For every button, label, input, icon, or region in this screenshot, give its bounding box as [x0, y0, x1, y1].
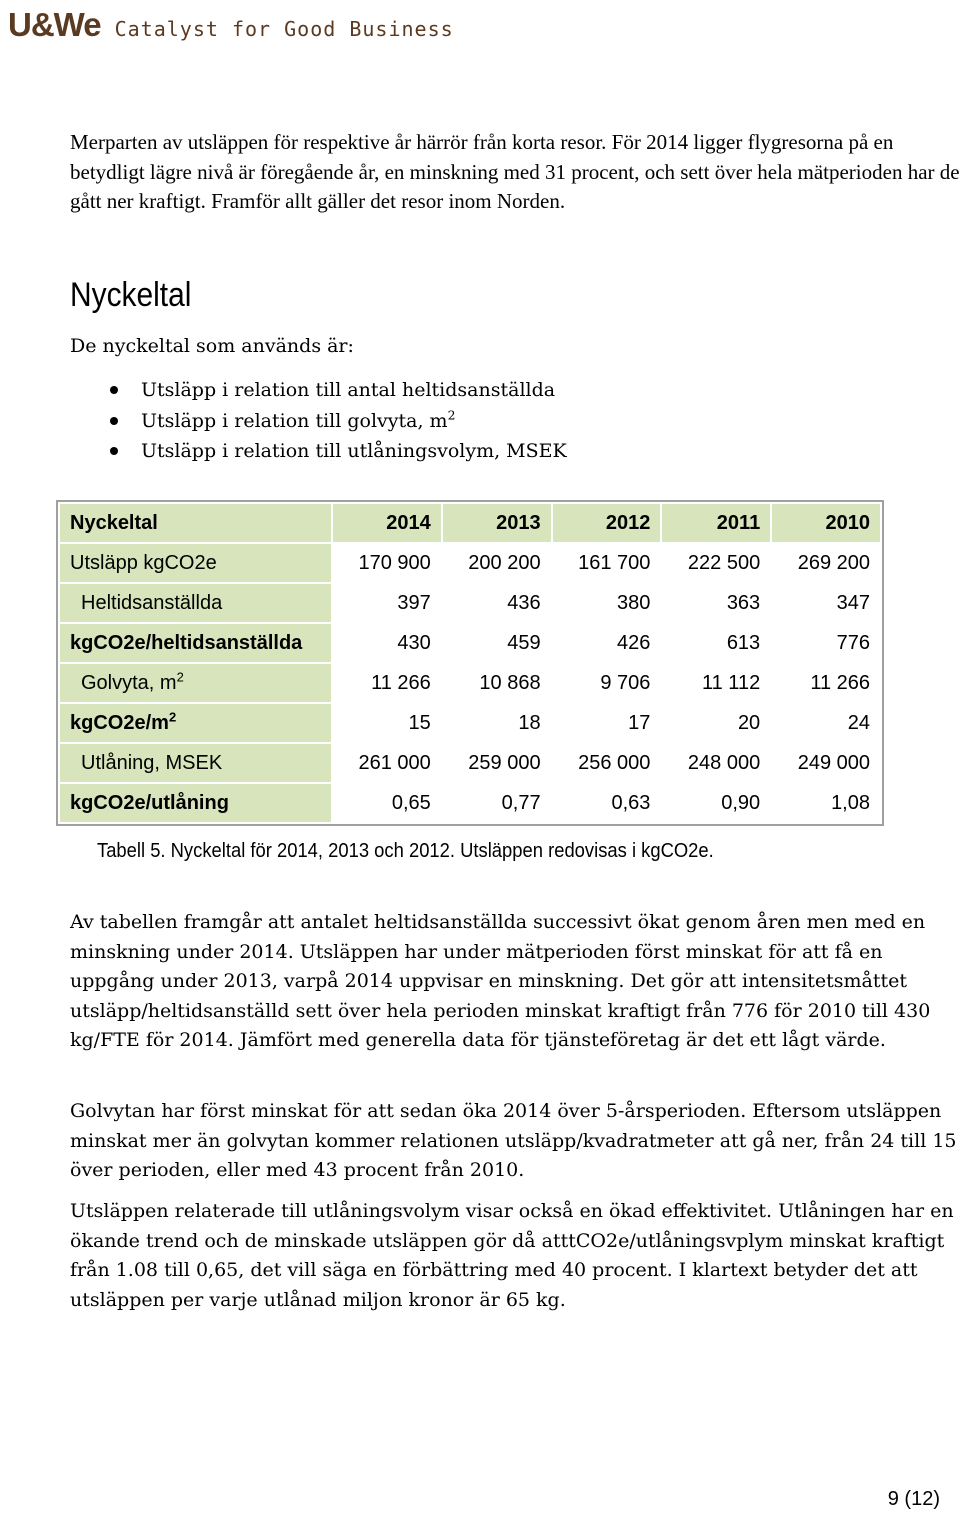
table-cell: 0,63 [552, 783, 662, 823]
table-cell: 11 266 [771, 663, 881, 703]
header-cell-label: Nyckeltal [59, 503, 332, 543]
table-cell: 0,90 [661, 783, 771, 823]
table-cell: 200 200 [442, 543, 552, 583]
bullet-icon [110, 417, 118, 425]
intro-paragraph: Merparten av utsläppen för respektive år härrör från korta resor. För 2014 ligger flygresorna på en betydligt lägre nivå är föregående år, en minskning med 31 procent, och sett över hela mätperioden har de gått ner kraftigt. Framför allt gäller det resor inom Norden. [70, 130, 960, 213]
table-cell: 161 700 [552, 543, 662, 583]
row-label: Golvyta, $m^2$ [59, 663, 332, 703]
page-number: 9 (12) [887, 1488, 940, 1510]
table-cell: 24 [771, 703, 881, 743]
table-row [59, 703, 881, 743]
header-cell-year: 2010 [771, 503, 881, 543]
table-cell: 363 [661, 583, 771, 623]
table-cell: 18 [442, 703, 552, 743]
table-row [59, 623, 881, 663]
header-cell-year: 2011 [661, 503, 771, 543]
table-cell: 17 [552, 703, 662, 743]
row-label: Heltidsanställda [59, 583, 332, 623]
table-cell: 269 200 [771, 543, 881, 583]
table-cell: 0,77 [442, 783, 552, 823]
bullet-icon [110, 447, 118, 455]
table-cell: 380 [552, 583, 662, 623]
header-cell-year: 2012 [552, 503, 662, 543]
table-cell: 222 500 [661, 543, 771, 583]
table-cell: 11 266 [332, 663, 442, 703]
logo: U&We [8, 6, 101, 43]
table-cell: 10 868 [442, 663, 552, 703]
table-caption: Tabell 5. Nyckeltal för 2014, 2013 och 2012. Utsläppen redovisas i kgCO2e. [97, 840, 714, 862]
table-cell: 426 [552, 623, 662, 663]
table-row [59, 663, 881, 703]
table-cell: 613 [661, 623, 771, 663]
table-cell: 248 000 [661, 743, 771, 783]
table-cell: 259 000 [442, 743, 552, 783]
table-cell: 15 [332, 703, 442, 743]
body-paragraph: Av tabellen framgår att antalet heltidsanställda successivt ökat genom åren men med en minskning under 2014. Utsläppen har under mätperioden först minskat för att få en uppgång under 2013, varpå 2014 uppvisar en minskning. Det gör att intensitetsmåttet utsläpp/heltidsanställd sett över hela perioden minskat kraftigt från 776 för 2010 till 430 kg/FTE för 2014. Jämfört med generella data för tjänsteföretag är det ett lågt värde. [70, 911, 931, 1051]
section-heading: Nyckeltal [70, 276, 192, 314]
table-cell: 459 [442, 623, 552, 663]
table-cell: 347 [771, 583, 881, 623]
list-item: Utsläpp i relation till utlåningsvolym, MSEK [100, 436, 567, 467]
table-cell: 9 706 [552, 663, 662, 703]
row-label: $kgCO2e/m^2$ [59, 703, 332, 743]
tagline: Catalyst for Good Business [114, 17, 454, 41]
table-cell: 261 000 [332, 743, 442, 783]
table-row [59, 783, 881, 823]
body-paragraph: Utsläppen relaterade till utlåningsvolym visar också en ökad effektivitet. Utlåningen har en ökande trend och de minskade utsläppen gör då atttCO2e/utlåningsvplym minskat kraftigt från 1.08 till 0,65, det vill säga en förbättring med 40 procent. I klartext betyder det att utsläppen per varje utlånad miljon kronor är 65 kg. [70, 1200, 954, 1311]
table-row [59, 543, 881, 583]
section-intro: De nyckeltal som används är: [70, 335, 354, 357]
table-cell: 249 000 [771, 743, 881, 783]
table-cell: 20 [661, 703, 771, 743]
body-paragraph: Golvytan har först minskat för att sedan öka 2014 över 5-årsperioden. Eftersom utsläppen minskat mer än golvytan kommer relationen utsläpp/kvadratmeter att gå ner, från 24 till 15 över perioden, eller med 43 procent från 2010. [70, 1100, 957, 1181]
list-item: Utsläpp i relation till golvyta, $m^2$ [100, 406, 567, 437]
table-header-row [59, 503, 881, 543]
table-cell: 170 900 [332, 543, 442, 583]
table-row [59, 743, 881, 783]
table-cell: 1,08 [771, 783, 881, 823]
header-cell-year: 2013 [442, 503, 552, 543]
row-label: Utsläpp kgCO2e [59, 543, 332, 583]
table-cell: 776 [771, 623, 881, 663]
row-label: Utlåning, MSEK [59, 743, 332, 783]
page-header [8, 6, 454, 46]
table-cell: 430 [332, 623, 442, 663]
header-cell-year: 2014 [332, 503, 442, 543]
table-cell: 11 112 [661, 663, 771, 703]
bullet-list [100, 375, 567, 467]
nyckeltal-table [58, 502, 882, 824]
row-label: kgCO2e/utlåning [59, 783, 332, 823]
table-row [59, 583, 881, 623]
list-item: Utsläpp i relation till antal heltidsanställda [100, 375, 567, 406]
table-cell: 436 [442, 583, 552, 623]
table-cell: 397 [332, 583, 442, 623]
table-cell: 256 000 [552, 743, 662, 783]
row-label: kgCO2e/heltidsanställda [59, 623, 332, 663]
table-cell: 0,65 [332, 783, 442, 823]
bullet-icon [110, 386, 118, 394]
